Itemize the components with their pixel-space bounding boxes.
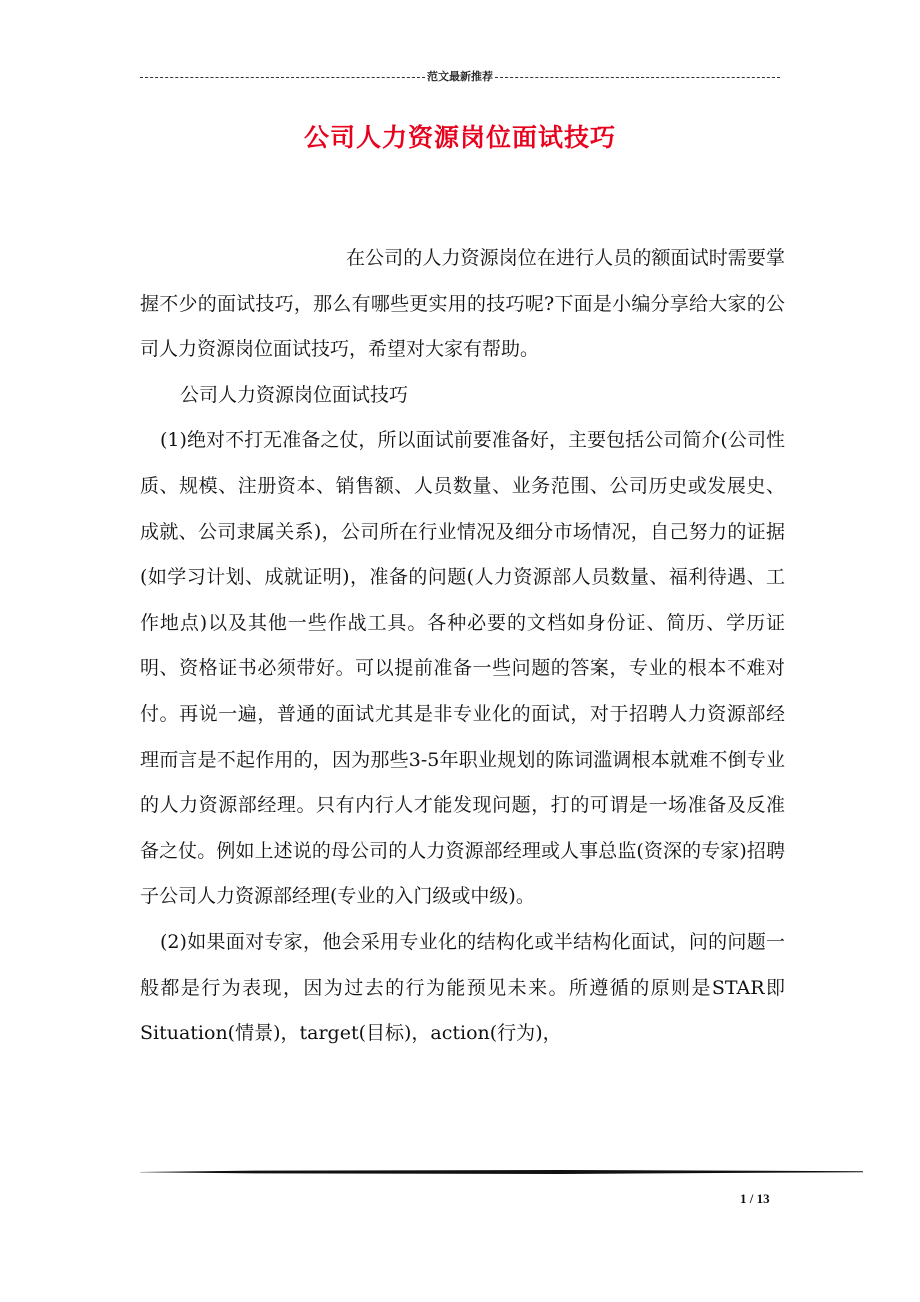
document-title: 公司人力资源岗位面试技巧 [303, 123, 616, 152]
footer-rule [140, 1170, 863, 1174]
paragraph-item-2: (2)如果面对专家，他会采用专业化的结构化或半结构化面试，问的问题一般都是行为表现，因为过去的行为能预见未来。所遵循的原则是STAR即Situation(情景)，target(目标)，action(行为)， [140, 930, 785, 1045]
page-number: 1 / 13 [740, 1191, 770, 1206]
document-body [140, 236, 785, 1057]
header-label: 范文最新推荐 [427, 70, 493, 83]
header-dash-left [140, 77, 425, 78]
section-heading: 公司人力资源岗位面试技巧 [180, 383, 409, 406]
header-banner [140, 66, 780, 86]
header-dash-right [495, 77, 780, 78]
paragraph-item-1: (1)绝对不打无准备之仗，所以面试前要准备好，主要包括公司简介(公司性质、规模、注册资本、销售额、人员数量、业务范围、公司历史或发展史、成就、公司隶属关系)，公司所在行业情况及细分市场情况，自己努力的证据(如学习计划、成就证明)，准备的问题(人力资源部人员数量、福利待遇、工作地点)以及其他一些作战工具。各种必要的文档如身份证、简历、学历证明、资格证书必须带好。可以提前准备一些问题的答案，专业的根本不难对付。再说一遍，普通的面试尤其是非专业化的面试，对于招聘人力资源部经理而言是不起作用的，因为那些3-5年职业规划的陈词滥调根本就难不倒专业的人力资源部经理。只有内行人才能发现问题，打的可谓是一场准备及反准备之仗。例如上述说的母公司的人力资源部经理或人事总监(资深的专家)招聘子公司人力资源部经理(专业的入门级或中级)。 [140, 429, 785, 908]
paragraph-intro: 在公司的人力资源岗位在进行人员的额面试时需要掌握不少的面试技巧，那么有哪些更实用的技巧呢?下面是小编分享给大家的公司人力资源岗位面试技巧，希望对大家有帮助。 [140, 247, 785, 361]
